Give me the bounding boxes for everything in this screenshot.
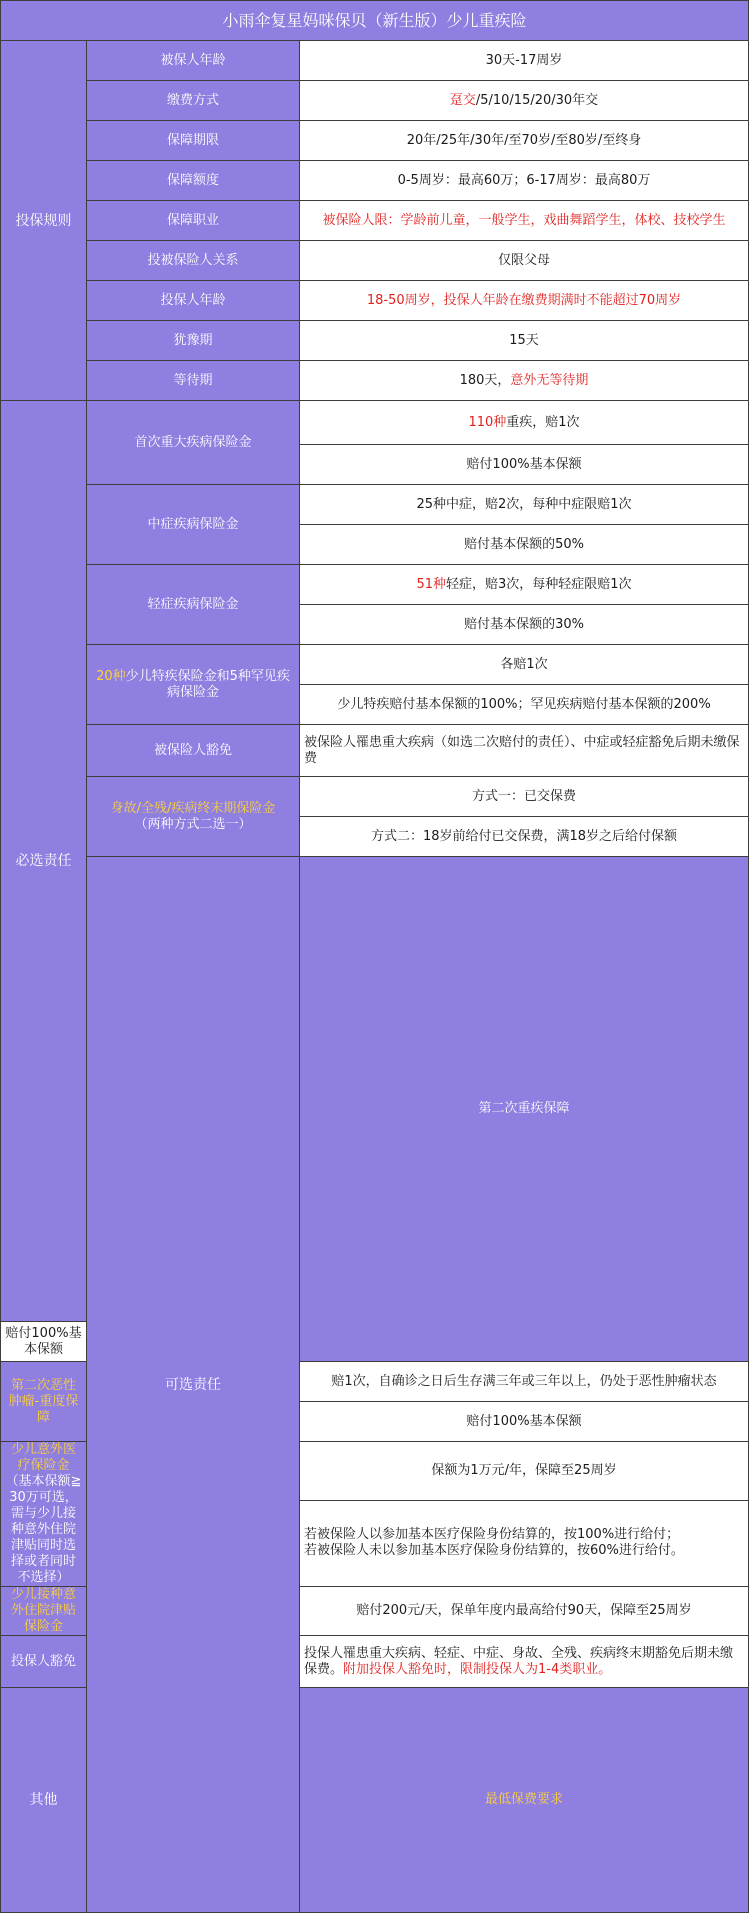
payment-method-value [300, 81, 749, 121]
major-illness-desc [300, 401, 749, 445]
mild-illness-rest: 轻症，赔3次，每种轻症限赔1次 [446, 576, 632, 592]
waiting-period-label: 等待期 [87, 361, 300, 401]
payment-method-label: 缴费方式 [87, 81, 300, 121]
death-benefit-label [87, 777, 300, 857]
section-other: 其他 [1, 1688, 87, 1913]
death-benefit-title: 身故/全残/疾病终末期保险金 [110, 800, 276, 816]
medium-illness-label: 中症疾病保险金 [87, 485, 300, 565]
hospital-allowance-label: 少儿接种意外住院津贴保险金 [1, 1587, 87, 1636]
special-illness-pay: 少儿特疾赔付基本保额的100%；罕见疾病赔付基本保额的200% [300, 685, 749, 725]
holder-age-label: 投保人年龄 [87, 281, 300, 321]
death-benefit-option2: 方式二：18岁前给付已交保费，满18岁之后给付保额 [300, 817, 749, 857]
holder-age-value: 18-50周岁，投保人年龄在缴费期满时不能超过70周岁 [300, 281, 749, 321]
special-illness-times: 各赔1次 [300, 645, 749, 685]
mild-illness-desc [300, 565, 749, 605]
tumor-label: 第二次恶性肿瘤-重度保障 [1, 1362, 87, 1442]
coverage-amount-label: 保障额度 [87, 161, 300, 201]
accident-medical-amount: 保额为1万元/年，保障至25周岁 [300, 1442, 749, 1501]
waiting-period-value [300, 361, 749, 401]
coverage-period-label: 保障期限 [87, 121, 300, 161]
insured-age-value: 30天-17周岁 [300, 41, 749, 81]
special-illness-count: 20种 [96, 668, 126, 684]
major-illness-pay: 赔付100%基本保额 [300, 445, 749, 485]
holder-waiver-highlight: 附加投保人豁免时，限制投保人为1-4类职业。 [343, 1661, 612, 1677]
mild-illness-count: 51种 [416, 576, 447, 592]
section-required: 必选责任 [1, 401, 87, 1322]
mild-illness-label: 轻症疾病保险金 [87, 565, 300, 645]
insured-age-label: 被保人年龄 [87, 41, 300, 81]
accident-medical-rule2: 若被保险人未以参加基本医疗保险身份结算的，按60%进行给付。 [304, 1543, 684, 1559]
relation-value: 仅限父母 [300, 241, 749, 281]
accident-medical-rules [300, 1500, 749, 1586]
major-illness-count: 110种 [468, 414, 507, 430]
holder-waiver-text: 投保人罹患重大疾病、轻症、中症、身故、全残、疾病终末期豁免后期未缴保费。 [304, 1645, 734, 1677]
mild-illness-pay: 赔付基本保额的30% [300, 605, 749, 645]
insured-waiver-label: 被保险人豁免 [87, 725, 300, 777]
special-illness-label [87, 645, 300, 725]
occupation-value: 被保险人限：学龄前儿童，一般学生，戏曲舞蹈学生，体校、技校学生 [300, 201, 749, 241]
accident-medical-title: 少儿意外医疗保险金 [10, 1442, 76, 1473]
payment-method-rest: /5/10/15/20/30年交 [475, 92, 599, 108]
occupation-label: 保障职业 [87, 201, 300, 241]
special-illness-rest: 少儿特疾保险金和5种罕见疾病保险金 [125, 668, 290, 700]
relation-label: 投被保险人关系 [87, 241, 300, 281]
holder-waiver-value [300, 1636, 749, 1688]
coverage-period-value: 20年/25年/30年/至70岁/至80岁/至终身 [300, 121, 749, 161]
min-premium-label: 最低保费要求 [300, 1688, 749, 1913]
medium-illness-pay: 赔付基本保额的50% [300, 525, 749, 565]
major-illness-rest: 重疾，赔1次 [506, 414, 580, 430]
payment-single-highlight: 趸交 [449, 92, 476, 108]
section-optional: 可选责任 [87, 857, 300, 1913]
page-title: 小雨伞复星妈咪保贝（新生版）少儿重疾险 [1, 1, 749, 41]
accident-medical-label [1, 1442, 87, 1587]
hospital-allowance-value: 赔付200元/天，保单年度内最高给付90天，保障至25周岁 [300, 1587, 749, 1636]
insured-waiver-value: 被保险人罹患重大疾病（如选二次赔付的责任）、中症或轻症豁免后期未缴保费 [300, 725, 749, 777]
section-rules: 投保规则 [1, 41, 87, 401]
second-illness-pay: 赔付100%基本保额 [1, 1322, 87, 1362]
waiting-period-days: 180天， [459, 372, 511, 388]
medium-illness-desc: 25种中症，赔2次，每种中症限赔1次 [300, 485, 749, 525]
waiting-period-highlight: 意外无等待期 [510, 372, 589, 388]
major-illness-label: 首次重大疾病保险金 [87, 401, 300, 485]
second-illness-label: 第二次重疾保障 [300, 857, 749, 1362]
tumor-desc: 赔1次，自确诊之日后生存满三年或三年以上，仍处于恶性肿瘤状态 [300, 1362, 749, 1402]
death-benefit-note: （两种方式二选一） [134, 816, 252, 832]
accident-medical-rule1: 若被保险人以参加基本医疗保险身份结算的，按100%进行给付； [304, 1527, 680, 1543]
accident-medical-note: （基本保额≧30万可选，需与少儿接种意外住院津贴同时选择或者同时不选择） [5, 1474, 82, 1585]
coverage-amount-value: 0-5周岁：最高60万；6-17周岁：最高80万 [300, 161, 749, 201]
tumor-pay: 赔付100%基本保额 [300, 1402, 749, 1442]
holder-waiver-label: 投保人豁免 [1, 1636, 87, 1688]
cooling-period-value: 15天 [300, 321, 749, 361]
cooling-period-label: 犹豫期 [87, 321, 300, 361]
death-benefit-option1: 方式一：已交保费 [300, 777, 749, 817]
